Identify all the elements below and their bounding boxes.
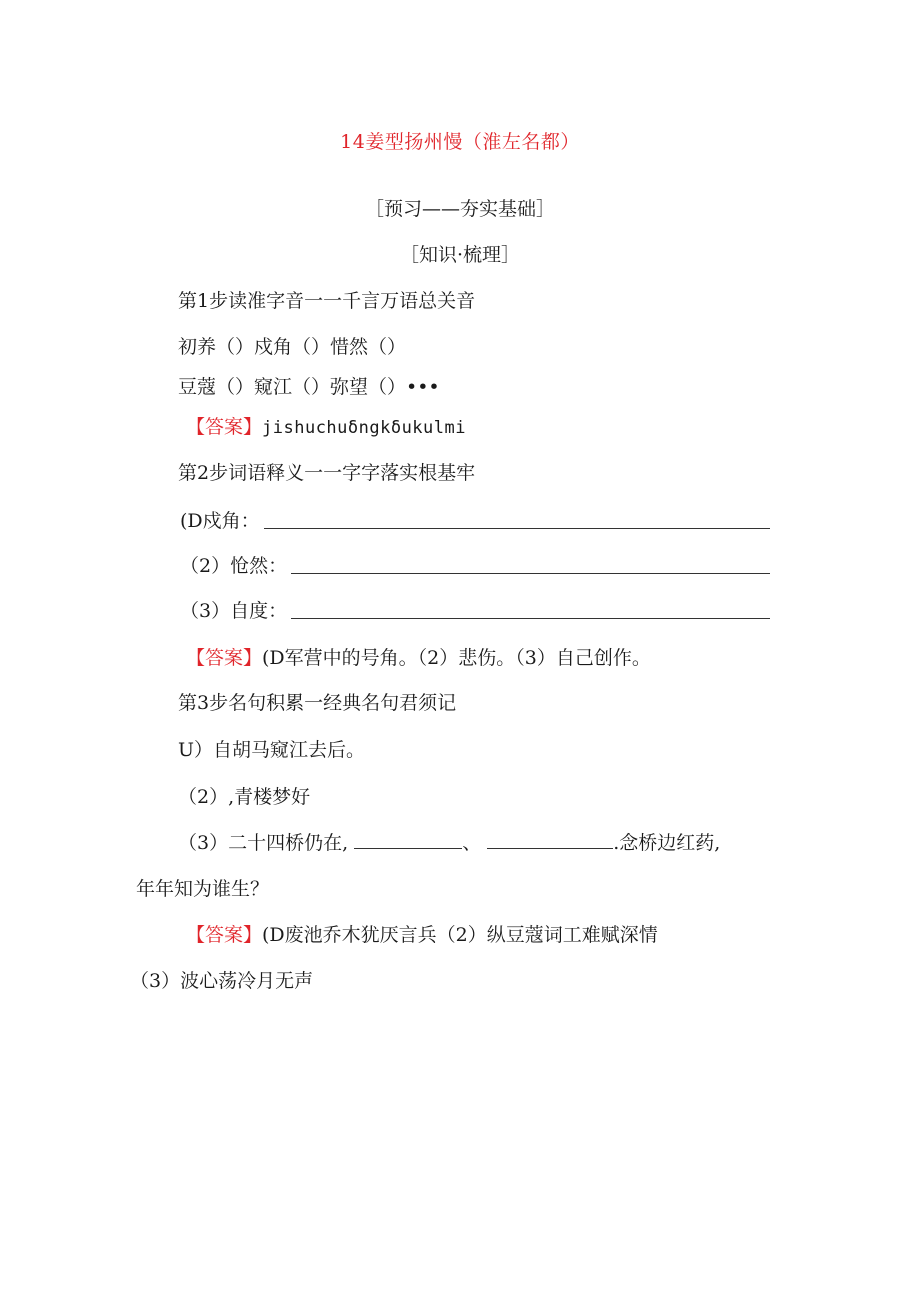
step2-item-1 [180,508,770,534]
fill-in-blank[interactable] [291,617,770,619]
step3-heading: 第3步名句积累一经典名句君须记 [178,692,457,714]
answer-text: (D军营中的号角。（2）悲伤。（3）自己创作。 [262,647,651,669]
step3-item-3-start: （3）二十四桥仍在, [178,832,349,854]
step3-item-1: U）自胡马窥江去后。 [178,739,366,761]
answer-label: 【答案】 [186,647,263,669]
step1-line1: 初养（）戍角（）惜然（） [178,336,407,358]
step3-item-3-continued: 年年知为谁生？ [136,878,270,900]
step1-answer [186,414,466,441]
step2-answer [186,645,651,671]
fill-in-blank[interactable] [354,830,462,849]
step2-item-2 [180,553,770,579]
answer-label: 【答案】 [186,924,263,946]
step3-item-3-sep: 、 [462,832,482,854]
fill-in-blank[interactable] [291,572,770,574]
step1-heading: 第1步读准字音一一千言万语总关音 [178,290,476,312]
document-title: 14姜型扬州慢（淮左名都） [340,131,580,153]
answer-text: (D废池乔木犹厌言兵（2）纵豆蔻词工难赋深情 [262,924,658,946]
step2-item-label: （3）自度： [180,600,288,622]
step2-heading: 第2步词语释义一一字字落实根基牢 [178,462,476,484]
step3-answer-continued: （3）波心荡冷月无声 [130,970,314,992]
step3-item-3-end: .念桥边红药, [613,832,721,854]
step2-item-label: （2）怆然： [180,555,288,577]
step2-item-3 [180,598,770,624]
step3-item-2: （2）,青楼梦好 [178,786,311,808]
fill-in-blank[interactable] [264,527,770,529]
answer-label: 【答案】 [186,416,263,438]
step3-answer [186,922,658,948]
sub-header: ［知识·梳理］ [399,244,521,266]
step1-line2: 豆蔻（）窥江（）弥望（）••• [178,376,440,398]
answer-text: jishuchuδngkδukulmi [262,418,466,438]
step3-item-3 [178,830,720,856]
step2-item-label: (D戍角： [180,510,260,532]
section-header: ［预习——夯实基础］ [364,198,555,220]
fill-in-blank[interactable] [487,830,613,849]
